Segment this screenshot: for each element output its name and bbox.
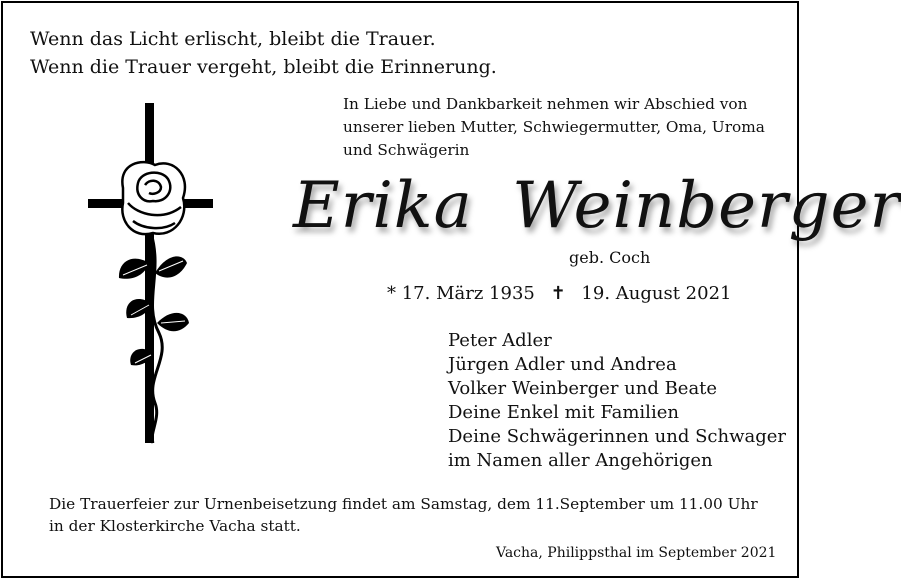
intro-line-3: und Schwägerin bbox=[343, 141, 470, 159]
place-and-date: Vacha, Philippsthal im September 2021 bbox=[496, 545, 777, 561]
mourner-line: im Namen aller Angehörigen bbox=[448, 450, 713, 471]
motto-line-2: Wenn die Trauer vergeht, bleibt die Erinnerung. bbox=[30, 56, 497, 78]
funeral-notice bbox=[49, 493, 758, 537]
mourners-list bbox=[448, 329, 786, 473]
motto-line-1: Wenn das Licht erlischt, bleibt die Trauer. bbox=[30, 28, 436, 50]
deceased-last-name: Weinberger bbox=[512, 169, 901, 243]
maiden-name: geb. Coch bbox=[569, 248, 651, 267]
mourner-line: Peter Adler bbox=[448, 330, 552, 351]
mourner-line: Deine Enkel mit Familien bbox=[448, 402, 679, 423]
cross-with-rose-icon bbox=[83, 103, 223, 463]
motto bbox=[30, 25, 497, 81]
birth-date: * 17. März 1935 bbox=[387, 283, 535, 304]
death-cross-icon: ✝ bbox=[550, 283, 566, 304]
intro-line-2: unserer lieben Mutter, Schwiegermutter, Oma, Uroma bbox=[343, 118, 765, 136]
mourner-line: Jürgen Adler und Andrea bbox=[448, 354, 677, 375]
intro-line-1: In Liebe und Dankbarkeit nehmen wir Abschied von bbox=[343, 95, 748, 113]
life-dates bbox=[387, 283, 731, 304]
deceased-name bbox=[293, 171, 901, 241]
mourner-line: Deine Schwägerinnen und Schwager bbox=[448, 426, 786, 447]
intro-text bbox=[343, 93, 765, 162]
notice-line-1: Die Trauerfeier zur Urnenbeisetzung findet am Samstag, dem 11.September um 11.00 Uhr bbox=[49, 495, 758, 513]
mourner-line: Volker Weinberger und Beate bbox=[448, 378, 718, 399]
deceased-first-name: Erika bbox=[293, 169, 473, 243]
notice-line-2: in der Klosterkirche Vacha statt. bbox=[49, 517, 301, 535]
obituary-notice bbox=[1, 1, 901, 578]
death-date: 19. August 2021 bbox=[581, 283, 732, 304]
